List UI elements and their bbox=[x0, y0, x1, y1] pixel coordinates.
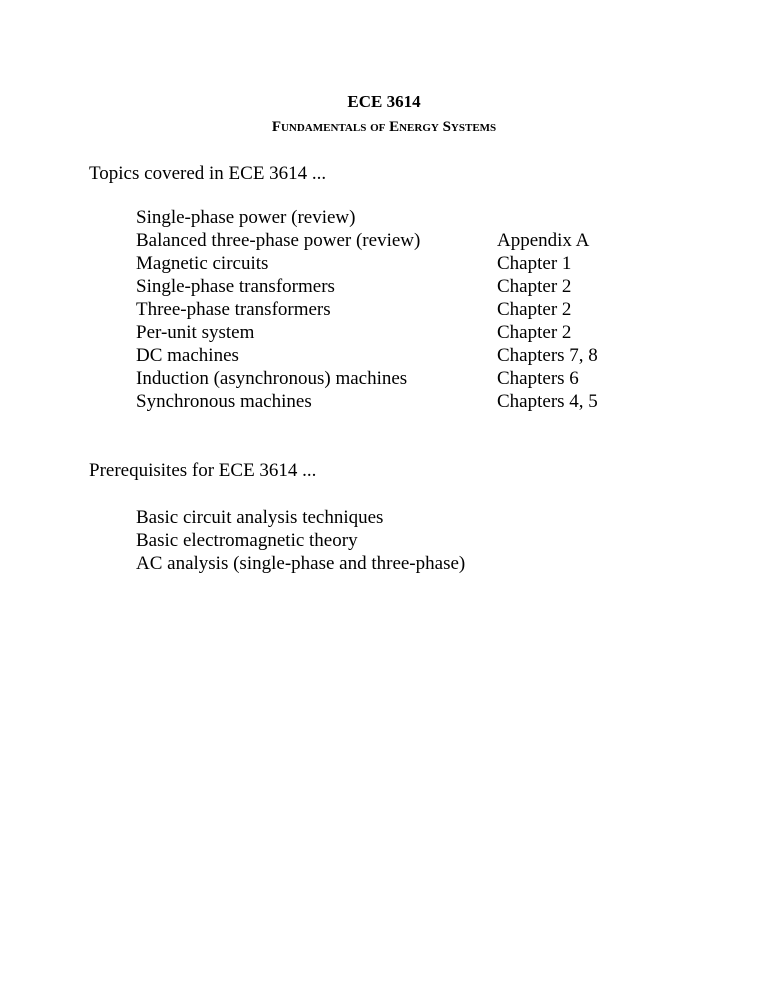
topics-intro: Topics covered in ECE 3614 ... bbox=[89, 163, 327, 184]
topic-name: Three-phase transformers bbox=[136, 299, 331, 320]
prerequisites-intro: Prerequisites for ECE 3614 ... bbox=[89, 460, 317, 481]
topic-reference: Chapter 2 bbox=[497, 276, 572, 297]
topic-name: Induction (asynchronous) machines bbox=[136, 368, 408, 389]
course-code-heading: ECE 3614 bbox=[347, 92, 421, 111]
topic-name: Per-unit system bbox=[136, 322, 255, 343]
course-title-heading: Fundamentals of Energy Systems bbox=[271, 119, 497, 135]
topic-name: Synchronous machines bbox=[136, 391, 312, 412]
topic-reference: Chapter 2 bbox=[497, 299, 572, 320]
topic-reference: Chapter 2 bbox=[497, 322, 572, 343]
topic-name: Balanced three-phase power (review) bbox=[136, 230, 421, 251]
prerequisite-text: Basic circuit analysis techniques bbox=[136, 507, 384, 528]
topic-reference: Chapters 6 bbox=[497, 368, 579, 389]
topic-name: Single-phase transformers bbox=[136, 276, 335, 297]
topic-reference: Appendix A bbox=[497, 230, 590, 251]
topic-reference: Chapter 1 bbox=[497, 253, 572, 274]
topic-name: Magnetic circuits bbox=[136, 253, 269, 274]
prerequisite-text: AC analysis (single-phase and three-phase) bbox=[136, 553, 466, 574]
topic-name: DC machines bbox=[136, 345, 239, 366]
topic-reference: Chapters 7, 8 bbox=[497, 345, 598, 366]
topic-reference: Chapters 4, 5 bbox=[497, 391, 598, 412]
prerequisite-text: Basic electromagnetic theory bbox=[136, 530, 358, 551]
topic-name: Single-phase power (review) bbox=[136, 207, 356, 228]
